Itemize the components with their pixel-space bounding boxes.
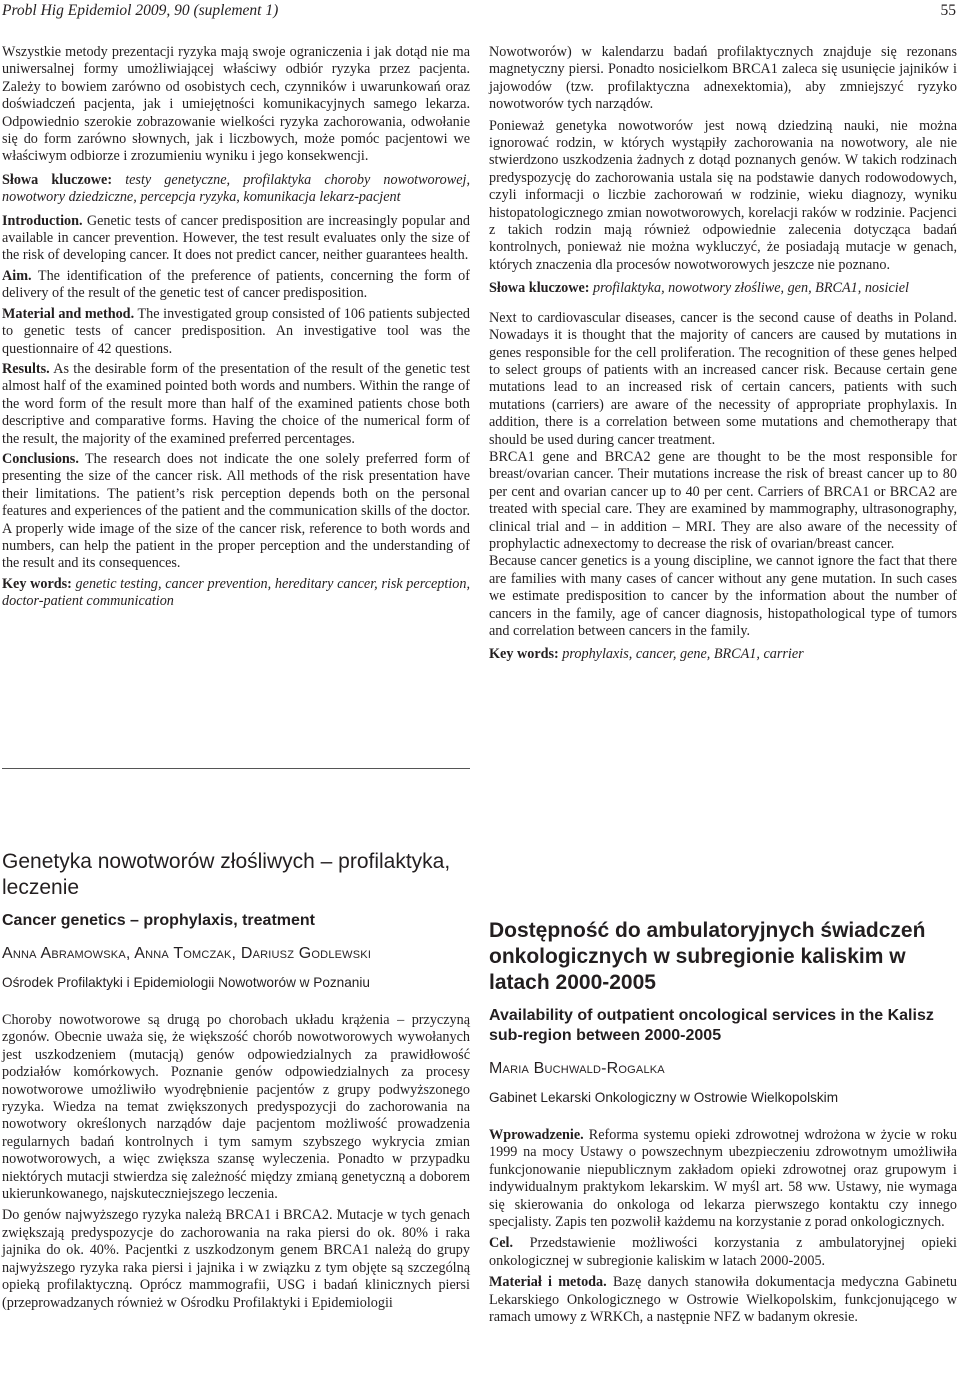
paragraph: Nowotworów) w kalendarzu badań profilaktycznych znajduje się rezonans magnetyczny piersi. Ponadto nosicielkom BRCA1 zaleca się usunięcie jajników i jajowodów (tzw. profilaktyczna adnexektomia), aby zmniejszyć ryzyko nowotworów tych narządów. [489, 44, 957, 113]
keywords-text: profilaktyka, nowotwory złośliwe, gen, BRCA1, nosiciel [593, 280, 909, 297]
section-text: As the desirable form of the presentation of the result of the genetic test almost half of the examined pointed both words and numbers. Within the range of the word form of the result more than half of the examined patients chose both descriptive and comparative forms. Having the choice of the numerical form of the result, the majority of the examined preferred percentages. [2, 360, 470, 447]
section-label: Cel. [489, 1235, 514, 1252]
keywords-pl [489, 280, 957, 297]
paragraph: Choroby nowotworowe są drugą po chorobach układu krążenia – przyczyną zgonów. Obecnie uważa się, że większość chorób nowotworowych wywołanych jest uszkodzeniem (mutacją) genów odpowiedzialnych za prawidłowość podziałów komórkowych. Poznanie genów odpowiedzialnych za procesy nowotworowe umożliwiło wyodrębnienie pacjentów z grupy podwyższonego ryzyka. Wiedza na temat zwiększonych predyspozycji do zachorowania na nowotwory określonych narządów daje pacjentom możliwość prowadzenia regularnych badań kontrolnych i tym samym szybszego wykrycia zmian nowotworowych, a więc zwiększa szansę wyleczenia. Ponadto w przypadku niektórych mutacji stwierdza się zależność między zmianą genetyczną a doborem ukierunkowanego, najskuteczniejszego leczenia. [2, 1012, 470, 1203]
section-label: Material and method. [2, 305, 135, 322]
section-text: Bazę danych stanowiła dokumentacja medyczna Gabinetu Lekarskiego Onkologicznego w Ostrowie Wielkopolskim, funkcjonującego w ramach umowy z WRKCh, a następnie NFZ w badanym okresie. [489, 1274, 958, 1326]
paragraph: Wszystkie metody prezentacji ryzyka mają swoje ograniczenia i jak dotąd nie ma uniwersalnej formy umożliwiającej właściwy odbiór ryzyka przez pacjenta. Zależy to bowiem zarówno od osobistych cech, czynników i uwarunkowań oraz doświadczeń pacjenta, jak i umiejętności komunikacyjnych samego lekarza. Odpowiednio szerokie zobrazowanie wielkości ryzyka zachorowania, odwołanie się do form zarówno słownych, jak i liczbowych, może pomóc pacjentowi we właściwym odbiorze i zrozumieniu wyniku i jego konsekwencji. [2, 44, 470, 165]
keywords-pl [2, 172, 470, 207]
journal-citation: Probl Hig Epidemiol 2009, 90 (suplement 1) [2, 2, 279, 19]
keywords-en [2, 576, 470, 611]
article-body [2, 1012, 470, 1312]
left-column-abstract [2, 44, 470, 617]
section-label: Materiał i metoda. [489, 1274, 607, 1291]
running-header [0, 2, 960, 24]
section-text: Reforma systemu opieki zdrowotnej wdrożona w życie w roku 1999 na mocy Ustawy o powszechnym ubezpieczeniu zdrowotnym umożliwiła funkcjonowanie niepublicznym zakładom opieki zdrowotnej oraz grupowym i indywidualnym praktykom lekarskim. W myśl art. 58 ww. Ustawy, nie wymaga się skierowania do onkologa od lekarza pierwszego kontaktu czy innego specjalisty. Zapis ten pozwolił każdemu na korzystanie z porad onkologicznych. [489, 1127, 957, 1231]
keywords-label: Słowa kluczowe: [489, 280, 590, 297]
section-text: The investigated group consisted of 106 patients subjected to genetic tests of cancer predisposition. An investigative tool was the questionnaire of 42 questions. [2, 305, 470, 357]
keywords-label: Key words: [2, 575, 72, 592]
keywords-en [489, 646, 957, 663]
article-affiliation: Ośrodek Profilaktyki i Epidemiologii Nowotworów w Poznaniu [2, 975, 370, 990]
keywords-text: prophylaxis, cancer, gene, BRCA1, carrier [562, 646, 804, 663]
keywords-text: genetic testing, cancer prevention, hereditary cancer, risk perception, doctor-patient communication [2, 575, 470, 610]
article-title: Genetyka nowotworów złośliwych – profilaktyka, leczenie [2, 850, 451, 899]
section-label: Results. [2, 360, 50, 377]
paragraph: BRCA1 gene and BRCA2 gene are thought to be the most responsible for breast/ovarian cancer. Their mutations increase the risk of breast cancer up to 80 per cent and ovarian cancer up to 40 per cent. Carriers of BRCA1 or BRCA2 are treated with special care. They are examined by mammography, ultrasonography, clinical trial and – in addition – MRI. They are also aware of the necessity of prophylactic adnexectomy to decrease the risk of ovarian/breast cancer. [489, 448, 957, 552]
paragraph: Do genów najwyższego ryzyka należą BRCA1 i BRCA2. Mutacje w tych genach zwiększają predyspozycje do zachorowania na raka piersi do ok. 80% i raka jajnika do ok. 40%. Pacjentki z uszkodzonym genem BRCA1 należą do grupy najwyższego ryzyka raka piersi i jajnika i w związku z tym objęte są szczególną opieką profilaktyczną. Oprócz mammografii, USG i badań klinicznych piersi (przeprowadzanych również w Ośrodku Profilaktyki i Epidemiologii [2, 1207, 470, 1311]
page-number: 55 [940, 2, 956, 19]
article-authors: Anna Abramowska, Anna Tomczak, Dariusz Godlewski [2, 945, 372, 962]
section-text: The identification of the preference of patients, concerning the form of delivery of the result of the genetic test of cancer predisposition. [2, 267, 470, 302]
section-label: Aim. [2, 267, 32, 284]
article-authors: Maria Buchwald-Rogalka [489, 1060, 665, 1077]
keywords-label: Słowa kluczowe: [2, 171, 113, 188]
section-text: Przedstawienie możliwości korzystania z ambulatoryjnej opieki onkologicznej w subregionie kaliskim w latach 2000-2005. [489, 1235, 957, 1269]
section-divider [2, 768, 470, 769]
keywords-text: testy genetyczne, profilaktyka choroby nowotworowej, nowotwory dziedziczne, percepcja ryzyka, komunikacja lekarz-pacjent [2, 171, 470, 206]
article-body [489, 1127, 957, 1326]
section-label: Introduction. [2, 212, 83, 229]
abstract-aim [2, 268, 470, 303]
section-text: Genetic tests of cancer predisposition are increasingly popular and available in cancer prevention. However, the test result evaluates only the size of the risk of developing cancer. It does not predict cancer, neither guarantees health. [2, 212, 471, 264]
abstract-aim [489, 1235, 957, 1270]
right-column-abstract [489, 44, 957, 670]
section-label: Wprowadzenie. [489, 1127, 584, 1143]
abstract-method [489, 1274, 957, 1326]
article-genetyka [2, 849, 470, 1316]
abstract-results [2, 361, 470, 448]
article-title-en: Cancer genetics – prophylaxis, treatment [2, 912, 315, 929]
article-title-en: Availability of outpatient oncological services in the Kalisz sub-region between 2000-2005 [489, 1007, 934, 1044]
abstract-introduction [489, 1127, 957, 1231]
abstract-conclusions [2, 451, 470, 573]
keywords-label: Key words: [489, 646, 559, 663]
article-affiliation: Gabinet Lekarski Onkologiczny w Ostrowie Wielkopolskim [489, 1090, 839, 1105]
paragraph: Ponieważ genetyka nowotworów jest nową dziedziną nauki, nie można ignorować rodzin, w których wystąpiły zachorowania na nowotwory, ale nie stwierdzono uszkodzenia żadnych z dotąd poznanych genów. W takich rodzinach predyspozycję do zachorowania ustala się na podstawie danych rodowodowych, czyli informacji o liczbie zachorowań w rodzinie, wieku diagnozy, wyniku histopatologicznego zmian nowotworowych, korelacji raków w rodzinie. Pacjenci z takich rodzin mają również odpowiednie zalecenia dotycząca badań kontrolnych, ponieważ nie można wykluczyć, że posiadają mutacje w genach, których znaczenia dla procesów nowotworowych jeszcze nie poznano. [489, 117, 957, 273]
article-dostepnosc [489, 918, 957, 1330]
abstract-introduction [2, 213, 470, 265]
abstract-method [2, 306, 470, 358]
section-text: The research does not indicate the one solely preferred form of presenting the size of the cancer risk. All methods of the risk presentation have their limitations. The patient’s risk perception depends both on the personal features and experiences of the patient and the communication skills of the doctor. A properly wide image of the size of the cancer risk, reference to both words and numbers, can help the patient in the proper perception and the understanding of the result and its consequences. [2, 450, 470, 572]
article-title: Dostępność do ambulatoryjnych świadczeń onkologicznych w subregionie kaliskim w latach 2000-2005 [489, 919, 926, 994]
paragraph: Because cancer genetics is a young discipline, we cannot ignore the fact that there are families with many cases of cancer without any gene mutation. In such cases we estimate predisposition to cancer by the information about the number of cancers in the family, age of cancer diagnosis, histopathological type of tumors and correlation between cancers in the family. [489, 553, 957, 639]
section-label: Conclusions. [2, 450, 79, 467]
paragraph: Next to cardiovascular diseases, cancer is the second cause of deaths in Poland. Nowadays it is thought that the majority of cancers are caused by mutations in genes responsible for the cell proliferation. The recognition of these genes helped to select groups of patients with an increased cancer risk. Because certain gene mutations lead to an increased risk of certain cancers, patients with such mutations (carriers) are aware of the necessity of appropriate prophylaxis. In addition, there is a correlation between some mutations and chemotherapy that should be used during cancer treatment. [489, 309, 957, 448]
